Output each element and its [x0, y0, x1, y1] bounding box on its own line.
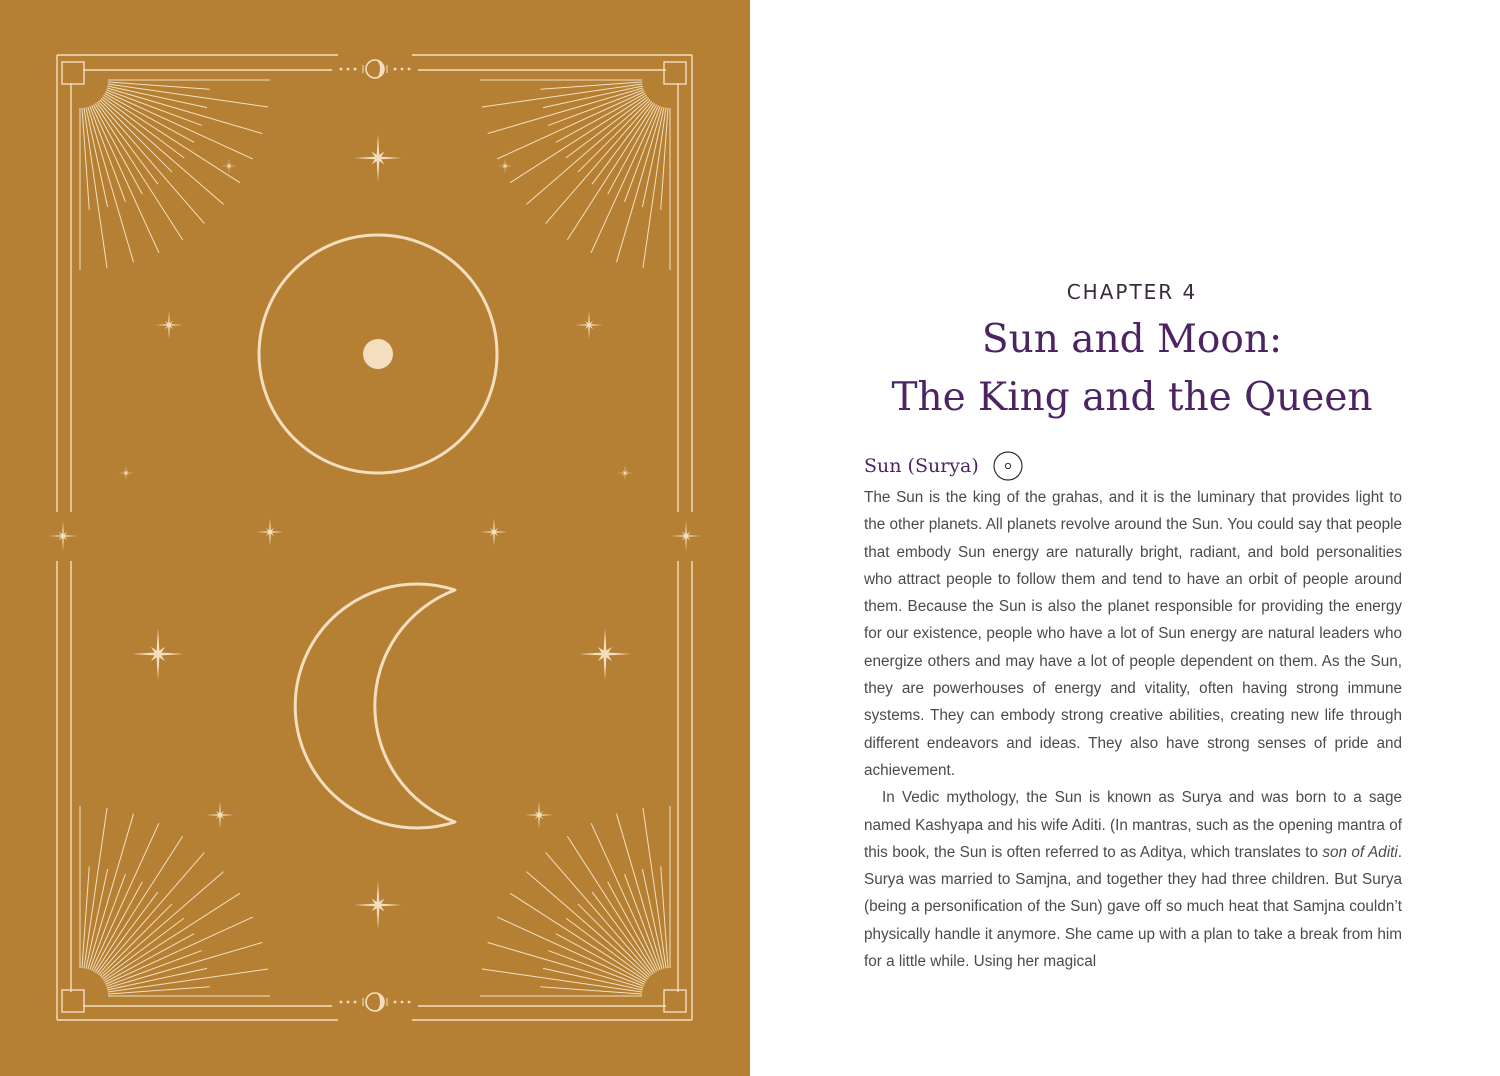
corner-rays-icon: [480, 806, 670, 996]
corner-rays-icon: [80, 806, 270, 996]
star-icon: [155, 311, 183, 339]
chapter-label: CHAPTER 4: [1066, 280, 1198, 304]
star-icon: [48, 521, 78, 551]
corner-rays-icon: [480, 80, 670, 270]
corner-square-icon: [62, 62, 84, 84]
star-icon: [132, 628, 184, 680]
chapter-title-line-2: The King and the Queen: [891, 375, 1373, 420]
corner-square-icon: [62, 990, 84, 1012]
paragraph-2-start: In Vedic mythology, the Sun is known as Surya and was born to a sage named Kashyapa and his wife Aditi. (In mantras, such as the opening mantra of this book, the Sun is often referred to as Aditya, which translates to: [864, 789, 1402, 861]
star-icon: [256, 518, 284, 546]
star-icon: [206, 801, 234, 829]
sun-symbol-icon: [993, 451, 1023, 481]
star-icon: [118, 465, 134, 481]
section-heading-text: Sun (Surya): [864, 455, 979, 477]
corner-rays-icon: [80, 80, 270, 270]
star-icon: [575, 311, 603, 339]
star-icon: [354, 881, 402, 929]
sun-moon-emblem-icon: [340, 60, 411, 78]
paragraph-2: [864, 784, 1402, 975]
paragraph-2-italic: son of Aditi: [1322, 843, 1398, 861]
corner-square-icon: [664, 62, 686, 84]
corner-rays: [80, 80, 670, 996]
sun-moon-emblems: [340, 60, 411, 1011]
star-icon: [525, 801, 553, 829]
corner-square-icon: [664, 990, 686, 1012]
star-icon: [579, 628, 631, 680]
star-icon: [671, 521, 701, 551]
sun-icon: [259, 235, 497, 473]
section-heading: [864, 452, 1023, 480]
paragraph-1: The Sun is the king of the grahas, and it is the luminary that provides light to the other planets. All planets revolve around the Sun. You could say that people that embody Sun energy are naturally bright, radiant, and bold personalities who attract people to follow them and tend to have an orbit of people around them. Because the Sun is also the planet responsible for providing the energy for our existence, people who have a lot of Sun energy are natural leaders who energize others and may have a lot of people dependent on them. As the Sun, they are powerhouses of energy and vitality, often having strong immune systems. They can embody strong creative abilities, creating new life through different endeavors and ideas. They also have strong senses of pride and achievement.: [864, 489, 1402, 779]
star-icon: [354, 134, 402, 182]
star-icon: [497, 158, 513, 174]
crescent-moon-icon: [295, 584, 455, 828]
chapter-title-line-1: Sun and Moon:: [981, 317, 1283, 362]
paragraph-2-end: . Surya was married to Samjna, and together they had three children. But Surya (being a personification of the Sun) gave off so much heat that Samjna couldn’t physically handle it anymore. She came up with a plan to take a break from him for a little while. Using her magical: [864, 843, 1402, 971]
text-page: [750, 0, 1500, 1076]
star-icon: [617, 465, 633, 481]
sun-moon-emblem-icon: [340, 993, 411, 1011]
stars: [48, 134, 701, 929]
decorative-frame: [57, 55, 692, 1020]
star-icon: [480, 518, 508, 546]
body-text: [864, 484, 1402, 975]
